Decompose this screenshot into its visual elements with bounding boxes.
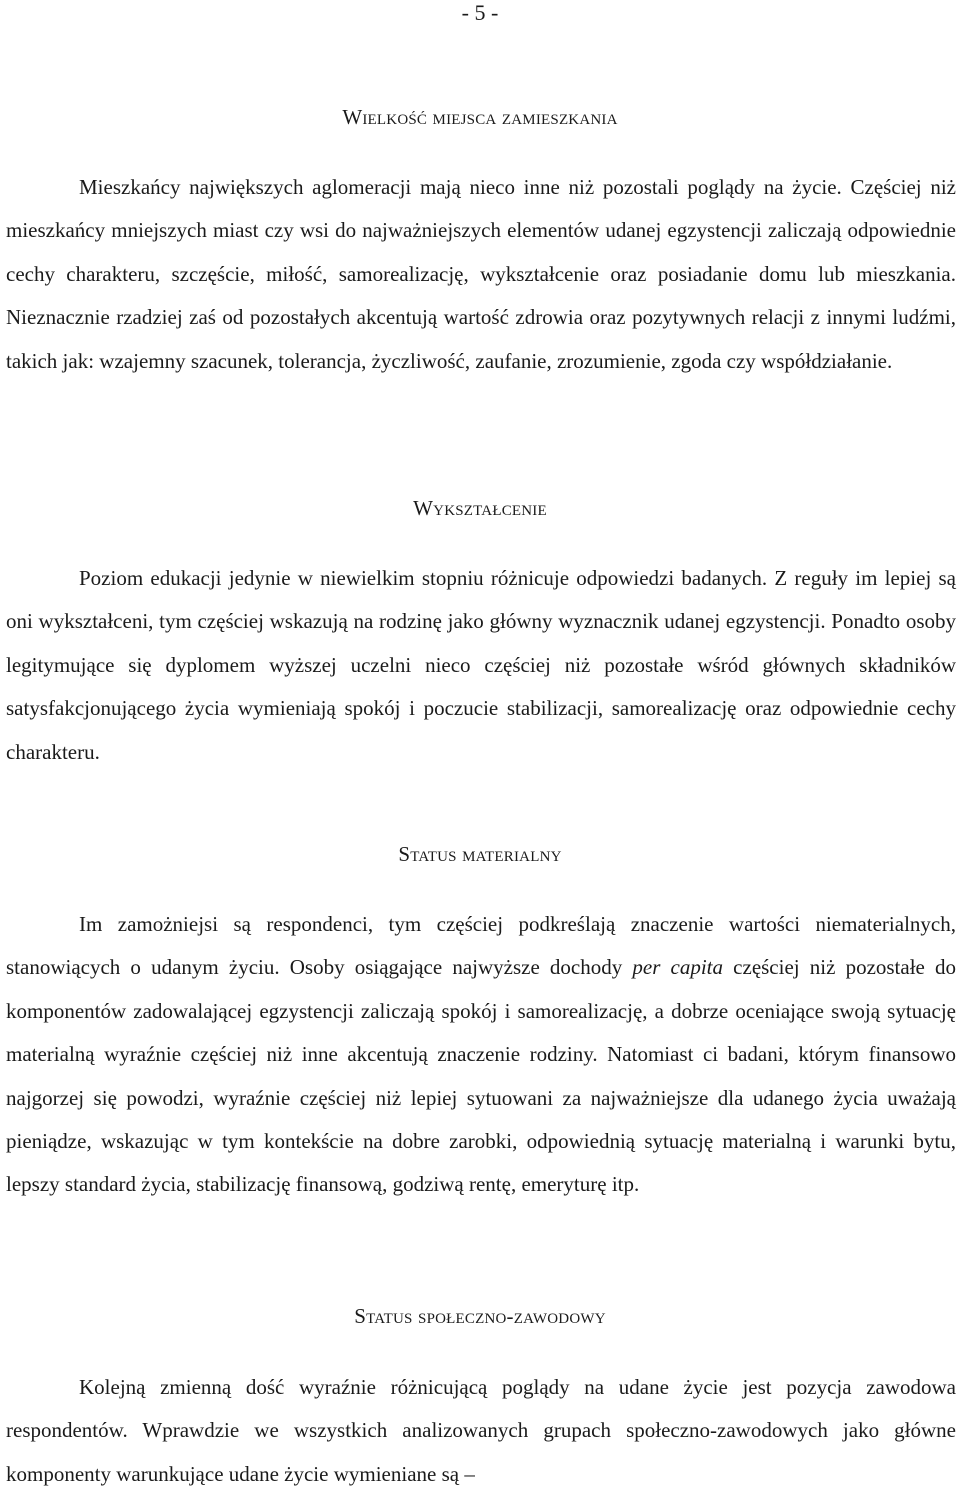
section-heading-residence: Wielkość miejsca zamieszkania <box>342 105 618 129</box>
paragraph-material-status <box>6 903 956 1207</box>
page-number: - 5 - <box>461 0 499 25</box>
paragraph-residence: Mieszkańcy największych aglomeracji mają nieco inne niż pozostali poglądy na życie. Częściej niż mieszkańcy mniejszych miast czy wsi do najważniejszych elementów udanej egzystencji zaliczają odpowiednie cechy charakteru, szczęście, miłość, samorealizację, wykształcenie oraz posiadanie domu lub mieszkania. Nieznacznie rzadziej zaś od pozostałych akcentują wartość zdrowia oraz pozytywnych relacji z innymi ludźmi, takich jak: wzajemny szacunek, tolerancja, życzliwość, zaufanie, zrozumienie, zgoda czy współdziałanie. <box>6 175 956 373</box>
paragraph-education: Poziom edukacji jedynie w niewielkim stopniu różnicuje odpowiedzi badanych. Z reguły im lepiej są oni wykształceni, tym częściej wskazują na rodzinę jako główny wyznacznik udanej egzystencji. Ponadto osoby legitymujące się dyplomem wyższej uczelni nieco częściej niż pozostałe wśród głównych składników satysfakcjonującego życia wymieniają spokój i poczucie stabilizacji, samorealizację oraz odpowiednie cechy charakteru. <box>6 566 956 764</box>
section-heading-socio-professional: Status społeczno-zawodowy <box>354 1304 606 1328</box>
per-capita-italic: per capita <box>632 955 724 980</box>
paragraph-socio-professional: Kolejną zmienną dość wyraźnie różnicującą poglądy na udane życie jest pozycja zawodowa respondentów. Wprawdzie we wszystkich analizowanych grupach społeczno-zawodowych jako główne komponenty warunkujące udane życie wymieniane są – <box>6 1375 956 1486</box>
section-heading-education: Wykształcenie <box>413 496 547 520</box>
paragraph-material-status-part1: Im zamożniejsi są respondenci, tym częściej podkreślają znaczenie wartości niematerialnych, stanowiących o udanym życiu. Osoby osiągające najwyższe dochody <box>6 912 956 980</box>
paragraph-material-status-part2: częściej niż pozostałe do komponentów zadowalającej egzystencji zaliczają spokój i samorealizację, a dobrze oceniające swoją sytuację materialną wyraźnie częściej niż inne akcentują znaczenie rodziny. Natomiast ci badani, którym finansowo najgorzej się powodzi, wyraźnie częściej niż lepiej sytuowani za najważniejsze dla udanego życia uważają pieniądze, wskazując w tym kontekście na dobre zarobki, odpowiednią sytuację materialną i warunki bytu, lepszy standard życia, stabilizację finansową, godziwą rentę, emeryturę itp. <box>6 955 957 1197</box>
section-heading-material-status: Status materialny <box>398 842 562 866</box>
